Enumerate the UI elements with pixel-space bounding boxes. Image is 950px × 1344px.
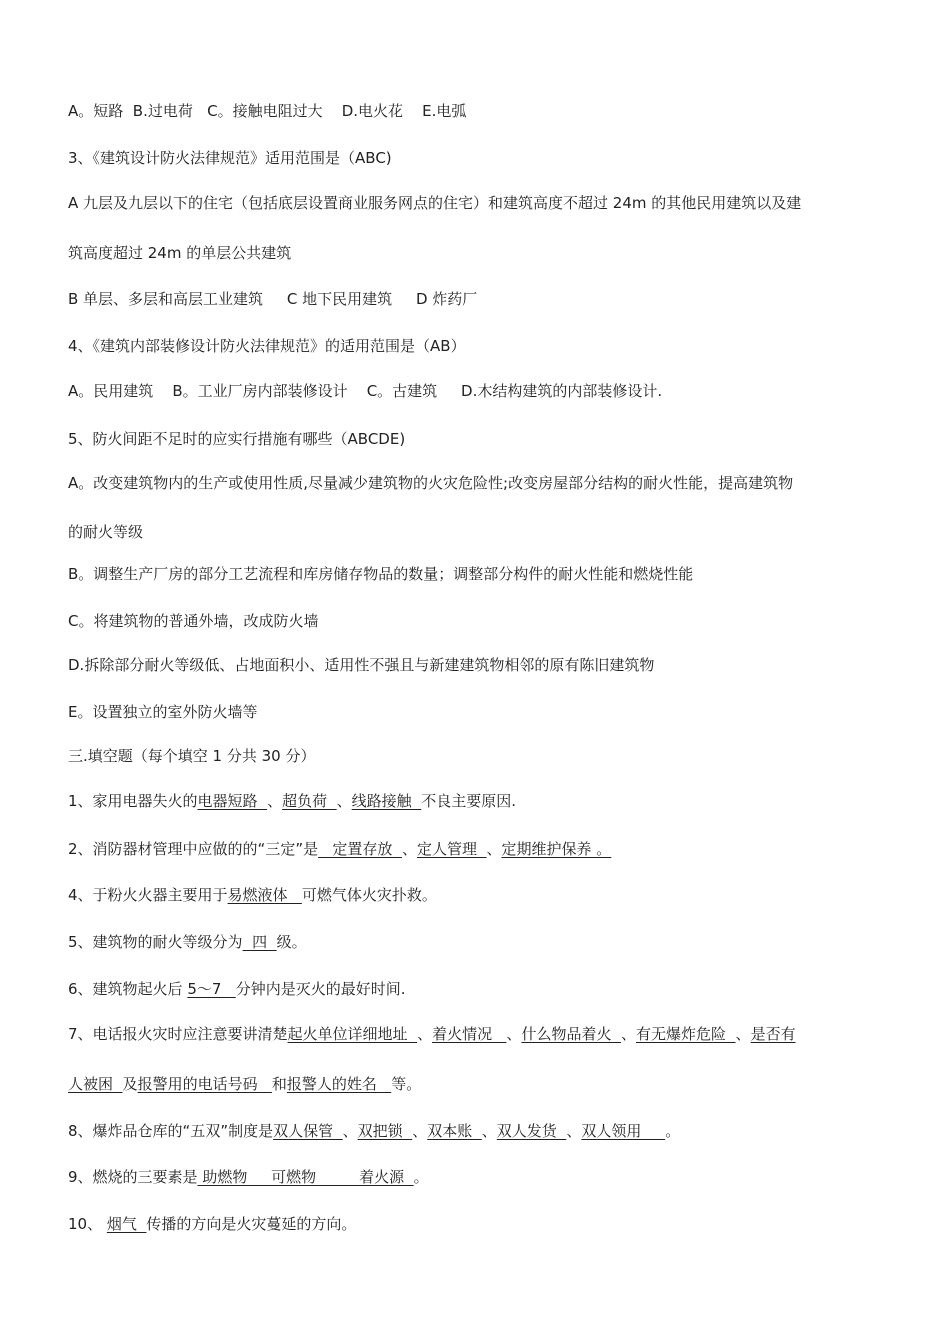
text-segment: 、 bbox=[412, 1122, 428, 1140]
text-segment: 、 bbox=[481, 1122, 497, 1140]
text-line-03 bbox=[68, 192, 888, 214]
text-segment: 筑高度超过 24m 的单层公共建筑 bbox=[68, 244, 292, 262]
text-segment: 3、《建筑设计防火法律规范》适用范围是（ABC) bbox=[68, 149, 392, 167]
text-segment: 4、《建筑内部装修设计防火法律规范》的适用范围是（AB） bbox=[68, 337, 466, 355]
text-segment: A 九层及九层以下的住宅（包括底层设置商业服务网点的住宅）和建筑高度不超过 24m 的其他民用建筑以及建 bbox=[68, 194, 802, 212]
answer-blank: 电器短路 bbox=[197, 792, 268, 810]
text-segment: 10、 bbox=[68, 1215, 107, 1233]
answer-blank: 人被困 bbox=[68, 1075, 123, 1093]
answer-blank: 烟气 bbox=[106, 1215, 147, 1233]
text-line-24 bbox=[68, 1166, 888, 1188]
text-segment: A。短路 B.过电荷 C。接触电阻过大 D.电火花 E.电弧 bbox=[68, 102, 467, 120]
text-segment: 三.填空题（每个填空 1 分共 30 分） bbox=[68, 747, 316, 765]
text-segment: 8、爆炸品仓库的“五双”制度是 bbox=[68, 1122, 274, 1140]
answer-blank: 超负荷 bbox=[282, 792, 337, 810]
text-segment: 、 bbox=[401, 840, 417, 858]
text-segment: 。 bbox=[665, 1122, 681, 1140]
text-line-19 bbox=[68, 931, 888, 953]
answer-blank: 5～7 bbox=[187, 980, 236, 998]
text-line-14 bbox=[68, 701, 888, 723]
text-line-22 bbox=[68, 1073, 888, 1095]
text-segment: A。民用建筑 B。工业厂房内部装修设计 C。古建筑 D.木结构建筑的内部装修设计. bbox=[68, 382, 663, 400]
text-segment: D.拆除部分耐火等级低、占地面积小、适用性不强且与新建建筑物相邻的原有陈旧建筑物 bbox=[68, 656, 655, 674]
text-segment: 1、家用电器失火的 bbox=[68, 792, 198, 810]
text-segment: 等。 bbox=[391, 1075, 422, 1093]
text-segment: 可燃气体火灾扑救。 bbox=[301, 886, 437, 904]
text-segment: 7、电话报火灾时应注意要讲清楚 bbox=[68, 1025, 288, 1043]
answer-blank: 报警用的电话号码 bbox=[137, 1075, 272, 1093]
answer-blank: 着火情况 bbox=[432, 1025, 507, 1043]
answer-blank: 四 bbox=[242, 933, 277, 951]
text-segment: 、 bbox=[735, 1025, 751, 1043]
text-line-07 bbox=[68, 380, 888, 402]
answer-blank: 定人管理 bbox=[416, 840, 487, 858]
text-line-16 bbox=[68, 790, 888, 812]
text-segment: 4、于粉火火器主要用于 bbox=[68, 886, 228, 904]
text-line-02 bbox=[68, 147, 888, 169]
text-line-09 bbox=[68, 472, 888, 494]
text-segment: 的耐火等级 bbox=[68, 523, 144, 541]
text-line-20 bbox=[68, 978, 888, 1000]
text-segment: A。改变建筑物内的生产或使用性质,尽量减少建筑物的火灾危险性;改变房屋部分结构的耐火性能，提高建筑物 bbox=[68, 474, 794, 492]
text-segment: 9、燃烧的三要素是 bbox=[68, 1168, 198, 1186]
text-segment: 5、防火间距不足时的应实行措施有哪些（ABCDE) bbox=[68, 430, 406, 448]
text-line-12 bbox=[68, 610, 888, 632]
text-line-11 bbox=[68, 563, 888, 585]
text-segment: 、 bbox=[342, 1122, 358, 1140]
answer-blank: 定置存放 bbox=[318, 840, 402, 858]
text-segment: 不良主要原因. bbox=[421, 792, 516, 810]
text-line-18 bbox=[68, 884, 888, 906]
text-segment: B。调整生产厂房的部分工艺流程和库房储存物品的数量；调整部分构件的耐火性能和燃烧性能 bbox=[68, 565, 694, 583]
text-line-25 bbox=[68, 1213, 888, 1235]
text-segment: C。将建筑物的普通外墙，改成防火墙 bbox=[68, 612, 319, 630]
answer-blank: 双人领用 bbox=[581, 1122, 666, 1140]
text-line-13 bbox=[68, 654, 888, 676]
answer-blank: 线路接触 bbox=[351, 792, 422, 810]
text-segment: 、 bbox=[267, 792, 283, 810]
answer-blank: 什么物品着火 bbox=[521, 1025, 621, 1043]
answer-blank: 有无爆炸危险 bbox=[636, 1025, 736, 1043]
text-segment: 。 bbox=[413, 1168, 429, 1186]
text-segment: 、 bbox=[620, 1025, 636, 1043]
text-line-21 bbox=[68, 1023, 888, 1045]
text-line-10 bbox=[68, 521, 888, 543]
section-heading bbox=[68, 745, 888, 767]
text-line-06 bbox=[68, 335, 888, 357]
answer-blank: 起火单位详细地址 bbox=[287, 1025, 418, 1043]
text-segment: 级。 bbox=[276, 933, 307, 951]
text-segment: 、 bbox=[566, 1122, 582, 1140]
answer-blank: 报警人的姓名 bbox=[286, 1075, 392, 1093]
text-segment: 分钟内是灭火的最好时间. bbox=[235, 980, 406, 998]
answer-blank: 双本账 bbox=[427, 1122, 482, 1140]
answer-blank: 双人发货 bbox=[496, 1122, 567, 1140]
text-line-17 bbox=[68, 838, 888, 860]
text-line-23 bbox=[68, 1120, 888, 1142]
answer-blank: 定期维护保养 。 bbox=[501, 840, 612, 858]
text-segment: 6、建筑物起火后 bbox=[68, 980, 188, 998]
answer-blank: 是否有 bbox=[750, 1025, 796, 1043]
text-segment: 和 bbox=[271, 1075, 287, 1093]
text-segment: 、 bbox=[486, 840, 502, 858]
text-segment: E。设置独立的室外防火墙等 bbox=[68, 703, 258, 721]
text-line-01 bbox=[68, 100, 888, 122]
text-line-04 bbox=[68, 242, 888, 264]
text-segment: 及 bbox=[122, 1075, 138, 1093]
text-segment: 5、建筑物的耐火等级分为 bbox=[68, 933, 243, 951]
text-segment: 传播的方向是火灾蔓延的方向。 bbox=[146, 1215, 357, 1233]
text-segment: 、 bbox=[417, 1025, 433, 1043]
text-segment: 、 bbox=[506, 1025, 522, 1043]
text-segment: 、 bbox=[336, 792, 352, 810]
answer-blank: 双人保管 bbox=[273, 1122, 343, 1140]
text-line-05 bbox=[68, 288, 888, 310]
text-segment: B 单层、多层和高层工业建筑 C 地下民用建筑 D 炸药厂 bbox=[68, 290, 478, 308]
answer-blank: 助燃物 可燃物 着火源 bbox=[197, 1168, 414, 1186]
text-line-08 bbox=[68, 428, 888, 450]
answer-blank: 易燃液体 bbox=[227, 886, 302, 904]
text-segment: 2、消防器材管理中应做的的“三定”是 bbox=[68, 840, 319, 858]
answer-blank: 双把锁 bbox=[357, 1122, 413, 1140]
